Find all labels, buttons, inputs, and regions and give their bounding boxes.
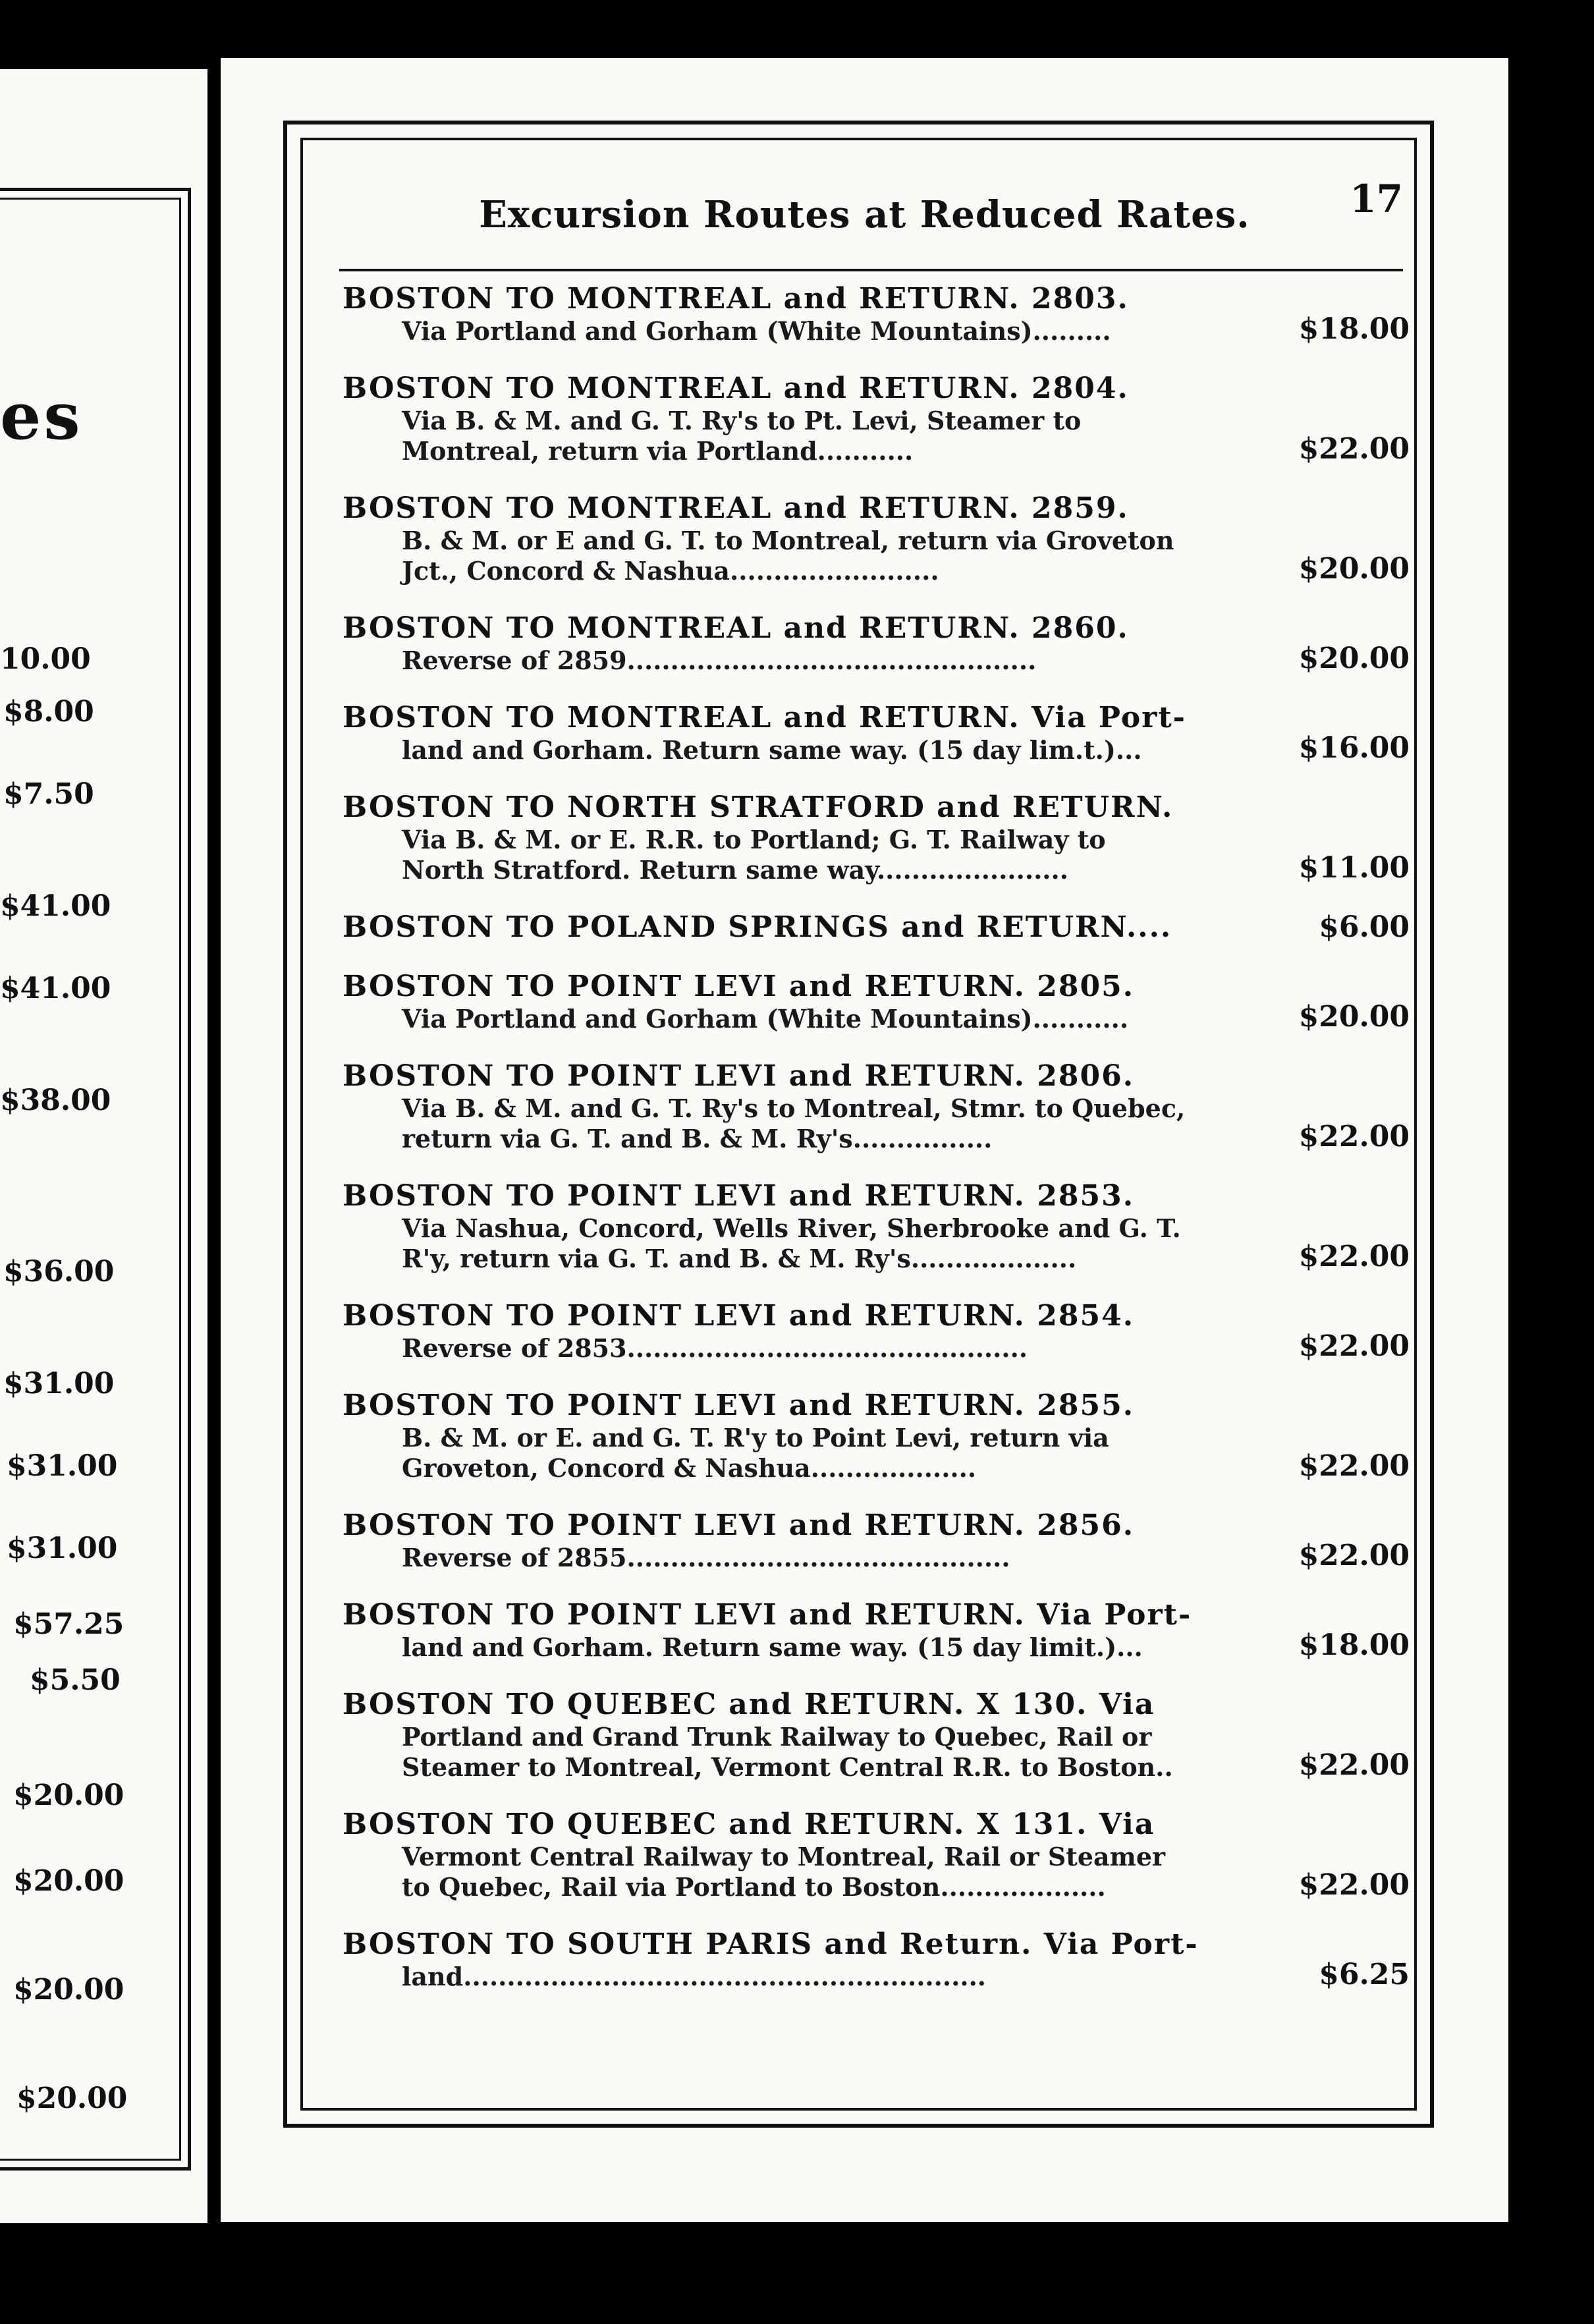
route-description [343,491,1278,586]
route-description [343,701,1278,765]
route-price: $6.00 [1319,910,1410,944]
route-price: $22.00 [1298,432,1410,466]
route-description [343,970,1278,1034]
route-price: $6.25 [1319,1958,1410,1991]
route-detail-line: Vermont Central Railway to Montreal, Rail or Steamer [402,1842,1166,1871]
route-title: BOSTON TO POINT LEVI and RETURN. 2856. [343,1508,1135,1542]
route-detail-line: land and Gorham. Return same way. (15 day limit.)... [402,1632,1143,1662]
left-page-price: $8.00 [3,695,94,729]
route-entry [343,970,1410,1034]
route-entry [343,1508,1410,1573]
route-detail-line: Reverse of 2853.............................................. [402,1333,1028,1363]
route-detail-line: land............................................................ [402,1962,987,1991]
route-description [343,1598,1278,1663]
route-detail-line: Via Portland and Gorham (White Mountains)........... [402,1004,1129,1034]
route-title: BOSTON TO MONTREAL and RETURN. 2803. [343,282,1129,316]
route-description [343,1389,1278,1483]
route-price: $22.00 [1298,1539,1410,1572]
right-page [221,58,1508,2222]
left-page-price: 10.00 [0,642,91,676]
left-page-price: $31.00 [3,1367,115,1400]
route-title: BOSTON TO POINT LEVI and RETURN. 2853. [343,1179,1135,1213]
route-detail-line: Reverse of 2859............................................... [402,646,1037,675]
route-price: $20.00 [1298,552,1410,586]
route-title: BOSTON TO QUEBEC and RETURN. X 130. Via [343,1688,1155,1721]
route-title: BOSTON TO MONTREAL and RETURN. 2860. [343,611,1129,645]
route-description [343,1688,1278,1783]
route-detail-line: to Quebec, Rail via Portland to Boston................... [402,1872,1106,1902]
route-price: $11.00 [1298,851,1410,885]
route-price: $20.00 [1298,642,1410,675]
route-title: BOSTON TO POINT LEVI and RETURN. 2855. [343,1389,1135,1422]
route-entry [343,1688,1410,1783]
route-title: BOSTON TO MONTREAL and RETURN. 2804. [343,372,1129,405]
route-description [343,1508,1278,1573]
route-entry [343,611,1410,676]
route-title: BOSTON TO POINT LEVI and RETURN. Via Port- [343,1598,1192,1632]
left-page-price: $41.00 [0,889,111,923]
route-price: $16.00 [1298,731,1410,765]
route-detail-line: B. & M. or E and G. T. to Montreal, return via Groveton [402,526,1174,555]
route-description [343,790,1278,885]
route-detail-line: Portland and Grand Trunk Railway to Quebec, Rail or [402,1722,1152,1752]
left-page-price: $31.00 [7,1449,118,1483]
route-detail-line: R'y, return via G. T. and B. & M. Ry's................... [402,1244,1077,1273]
left-page-price: $20.00 [13,1864,124,1898]
route-title: BOSTON TO POLAND SPRINGS and RETURN.... [343,910,1172,944]
route-price: $22.00 [1298,1240,1410,1273]
route-detail-line: Reverse of 2855............................................ [402,1543,1010,1572]
route-detail-line: B. & M. or E. and G. T. R'y to Point Levi, return via [402,1423,1109,1452]
route-entry [343,1179,1410,1274]
left-page-price: $20.00 [13,1973,124,2006]
left-page-price: $38.00 [0,1084,111,1117]
route-price: $22.00 [1298,1329,1410,1363]
route-detail-line: Groveton, Concord & Nashua................... [402,1453,977,1483]
route-entry [343,1808,1410,1902]
route-title: BOSTON TO MONTREAL and RETURN. 2859. [343,491,1129,525]
route-description [343,1808,1278,1902]
route-entry [343,1927,1410,1992]
route-entry [343,790,1410,885]
route-price: $20.00 [1298,1000,1410,1034]
left-page-price: $31.00 [7,1532,118,1565]
route-detail-line: Via Portland and Gorham (White Mountains)......... [402,316,1111,346]
route-detail-line: Via B. & M. and G. T. Ry's to Pt. Levi, Steamer to [402,406,1082,435]
route-price: $18.00 [1298,312,1410,346]
route-description [343,372,1278,466]
route-title: BOSTON TO MONTREAL and RETURN. Via Port- [343,701,1186,734]
left-page-price: $20.00 [16,2082,128,2115]
route-price: $22.00 [1298,1449,1410,1483]
route-description [343,611,1278,676]
route-description [343,1059,1278,1154]
route-price: $22.00 [1298,1748,1410,1782]
left-page-price: $57.25 [13,1607,124,1641]
route-description [343,910,1278,945]
route-detail-line: Steamer to Montreal, Vermont Central R.R. to Boston.. [402,1752,1173,1782]
route-title: BOSTON TO QUEBEC and RETURN. X 131. Via [343,1808,1155,1841]
route-list [343,282,1410,2017]
route-price: $22.00 [1298,1868,1410,1902]
left-page-price: $36.00 [3,1255,115,1288]
left-page [0,69,207,2223]
route-entry [343,1598,1410,1663]
route-entry [343,491,1410,586]
route-entry [343,910,1410,945]
left-page-price: $7.50 [3,777,94,811]
route-detail-line: North Stratford. Return same way...................... [402,855,1068,885]
route-detail-line: Via Nashua, Concord, Wells River, Sherbrooke and G. T. [402,1213,1181,1243]
route-price: $18.00 [1298,1628,1410,1662]
route-entry [343,1299,1410,1364]
route-price: $22.00 [1298,1120,1410,1153]
route-detail-line: Jct., Concord & Nashua........................ [402,556,939,586]
route-entry [343,701,1410,765]
route-entry [343,372,1410,466]
route-detail-line: return via G. T. and B. & M. Ry's................ [402,1124,993,1153]
route-title: BOSTON TO SOUTH PARIS and Return. Via Port- [343,1927,1199,1961]
left-page-price: $5.50 [30,1663,121,1697]
route-description [343,1927,1278,1992]
left-page-price: $20.00 [13,1779,124,1812]
page-number: 17 [1350,177,1403,221]
route-detail-line: Via B. & M. or E. R.R. to Portland; G. T. Railway to [402,825,1106,854]
route-description [343,1179,1278,1274]
route-entry [343,282,1410,346]
route-title: BOSTON TO POINT LEVI and RETURN. 2806. [343,1059,1135,1093]
route-description [343,1299,1278,1364]
route-detail-line: Via B. & M. and G. T. Ry's to Montreal, Stmr. to Quebec, [402,1093,1186,1123]
route-detail-line: land and Gorham. Return same way. (15 day lim.t.)... [402,735,1142,765]
page-gutter [207,63,221,2230]
route-entry [343,1389,1410,1483]
route-description [343,282,1278,346]
left-page-heading-fragment: es [0,379,83,455]
left-page-price: $41.00 [0,972,111,1005]
route-title: BOSTON TO POINT LEVI and RETURN. 2854. [343,1299,1135,1333]
route-title: BOSTON TO POINT LEVI and RETURN. 2805. [343,970,1135,1003]
page-title: Excursion Routes at Reduced Rates. [479,193,1250,236]
route-title: BOSTON TO NORTH STRATFORD and RETURN. [343,790,1174,824]
header-rule [339,269,1403,271]
route-entry [343,1059,1410,1154]
route-detail-line: Montreal, return via Portland........... [402,436,914,466]
